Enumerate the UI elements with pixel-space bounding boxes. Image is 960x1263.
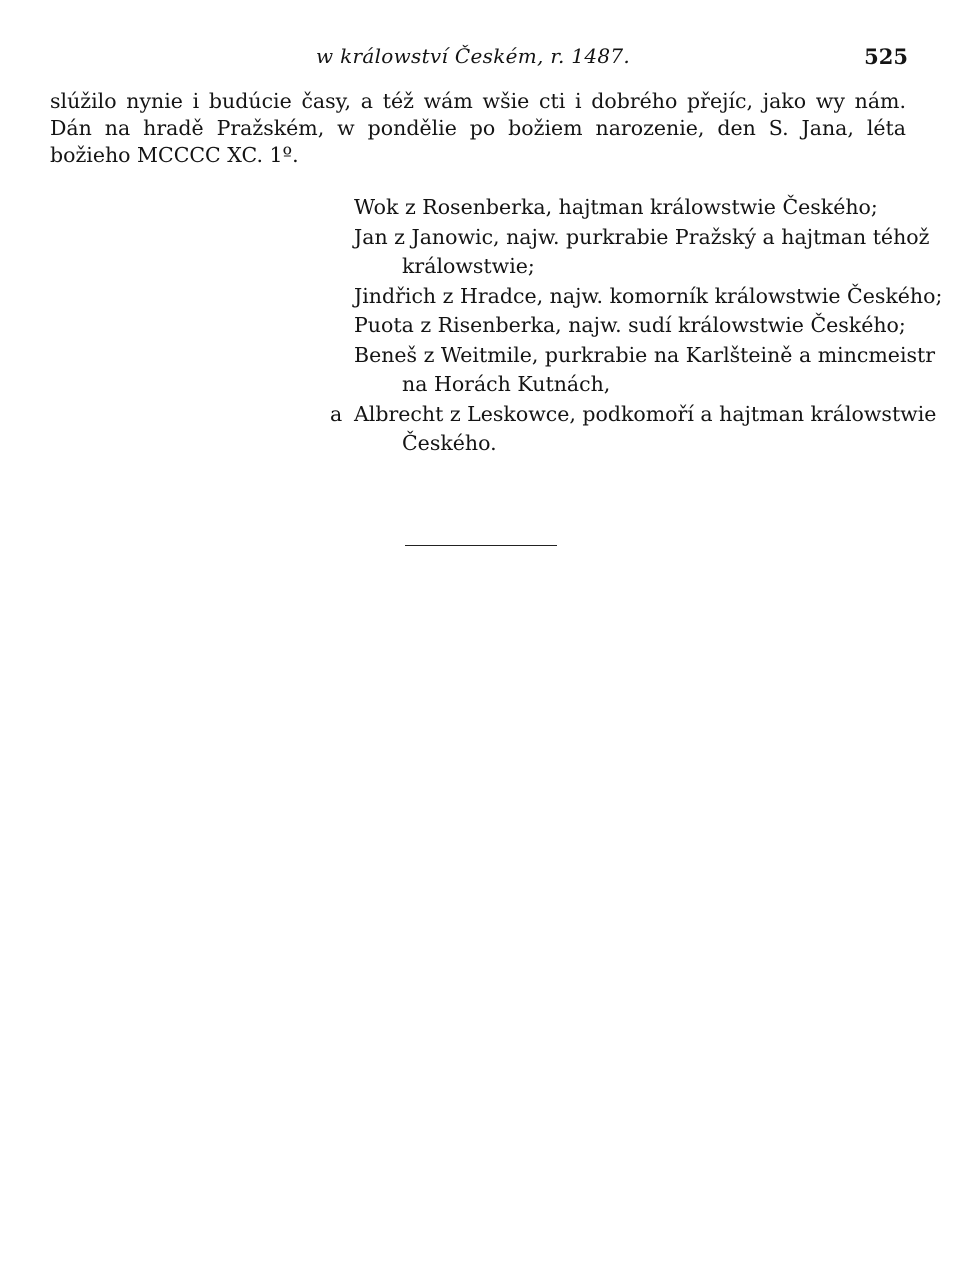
body-paragraph <box>50 88 906 169</box>
signatory-line: Beneš z Weitmile, purkrabie na Karlšteině a mincmeistr <box>354 342 936 367</box>
signatory-entry <box>330 282 943 312</box>
signatory-entry <box>330 193 910 223</box>
signatory-line: Wok z Rosenberka, hajtman králowstwie Českého; <box>354 195 878 219</box>
signatory-continuation-line: na Horách Kutnách, <box>402 372 611 396</box>
signatory-prefix: a <box>330 401 343 426</box>
running-head <box>0 44 960 74</box>
signatory-entry <box>330 311 910 341</box>
signatory-line: Jindřich z Hradce, najw. komorník králowstwie Českého; <box>354 283 943 308</box>
running-head-title: w králowství Českém, r. 1487. <box>316 44 631 68</box>
signatory-list <box>330 193 943 459</box>
signatory-line: Jan z Janowic, najw. purkrabie Pražský a hajtman téhož <box>354 224 930 249</box>
body-line: božieho MCCCC XC. 1º. <box>50 143 299 167</box>
signatory-entry <box>330 223 930 282</box>
page-number: 525 <box>864 44 908 69</box>
signatory-entry <box>330 341 936 400</box>
signatory-line: Albrecht z Leskowce, podkomoří a hajtman králowstwie <box>354 401 937 426</box>
section-divider <box>405 545 557 546</box>
signatory-entry <box>330 400 937 459</box>
signatory-line: Puota z Risenberka, najw. sudí králowstwie Českého; <box>354 313 906 337</box>
signatory-continuation-line: králowstwie; <box>402 254 535 278</box>
signatory-continuation-line: Českého. <box>402 431 497 455</box>
body-line: Dán na hradě Pražském, w pondělie po božiem narozenie, den S. Jana, léta <box>50 116 906 140</box>
body-line: slúžilo nynie i budúcie časy, a též wám wšie cti i dobrého přejíc, jako wy nám. <box>50 89 906 113</box>
